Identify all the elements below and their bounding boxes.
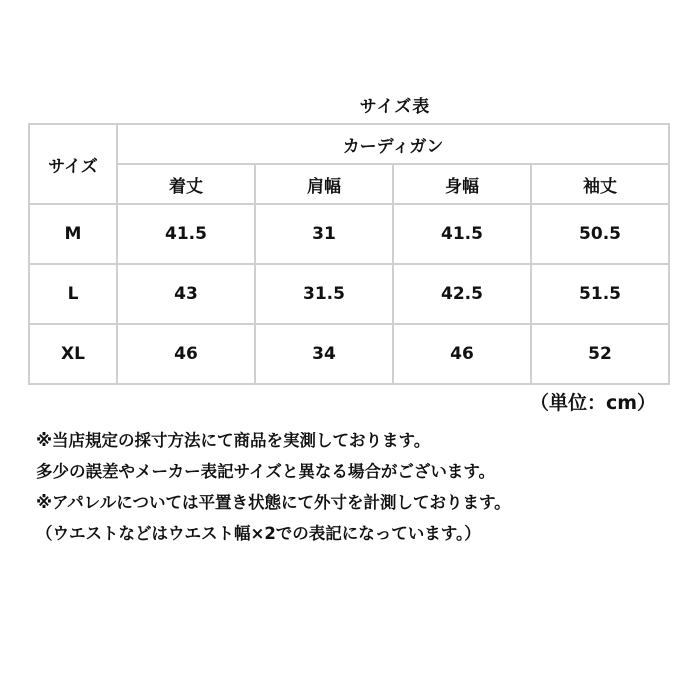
cardigan-group-header: カーディガン: [117, 124, 669, 164]
column-header-chest: 身幅: [393, 164, 531, 204]
note-line: 多少の誤差やメーカー表記サイズと異なる場合がございます。: [36, 462, 496, 481]
table-row: [29, 264, 669, 324]
table-row: [29, 324, 669, 384]
value-cell: 34: [255, 324, 393, 384]
size-cell: L: [29, 264, 117, 324]
value-cell: 31: [255, 204, 393, 264]
size-column-header: サイズ: [29, 124, 117, 204]
note-line: （ウエストなどはウエスト幅×2での表記になっています。）: [36, 524, 481, 543]
value-cell: 46: [117, 324, 255, 384]
value-cell: 50.5: [531, 204, 669, 264]
column-header-length: 着丈: [117, 164, 255, 204]
table-row: [29, 204, 669, 264]
note-line: ※アパレルについては平置き状態にて外寸を計測しております。: [36, 493, 511, 512]
value-cell: 31.5: [255, 264, 393, 324]
value-cell: 41.5: [393, 204, 531, 264]
table-group-header-row: [29, 124, 669, 164]
column-header-shoulder: 肩幅: [255, 164, 393, 204]
value-cell: 41.5: [117, 204, 255, 264]
size-cell: M: [29, 204, 117, 264]
column-header-sleeve: 袖丈: [531, 164, 669, 204]
notes-block: [36, 428, 676, 552]
size-table: [28, 123, 670, 385]
unit-label: （単位：cm）: [529, 392, 656, 414]
note-line: ※当店規定の採寸方法にて商品を実測しております。: [36, 431, 431, 450]
page-title: サイズ表: [359, 97, 431, 117]
value-cell: 42.5: [393, 264, 531, 324]
size-cell: XL: [29, 324, 117, 384]
table-column-header-row: [29, 164, 669, 204]
value-cell: 52: [531, 324, 669, 384]
value-cell: 43: [117, 264, 255, 324]
value-cell: 46: [393, 324, 531, 384]
value-cell: 51.5: [531, 264, 669, 324]
